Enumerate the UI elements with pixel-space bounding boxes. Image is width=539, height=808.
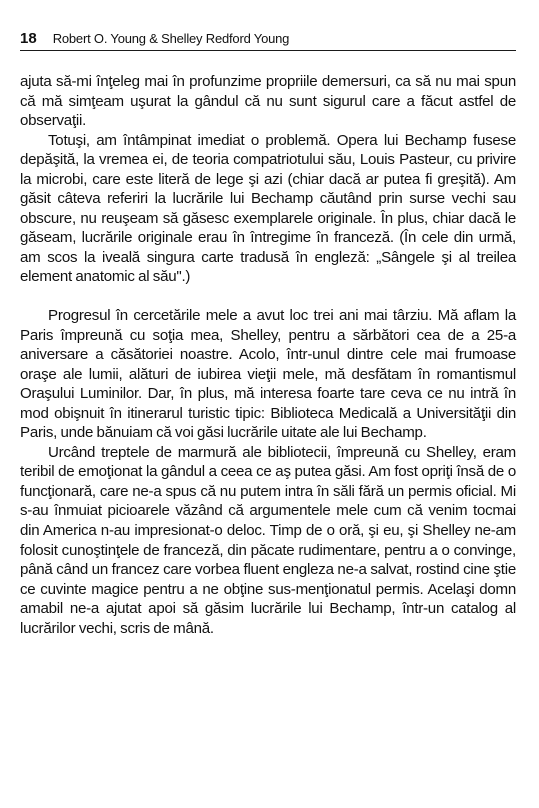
body-text bbox=[20, 72, 516, 638]
paragraph: Totuşi, am întâmpinat imediat o problemă. Opera lui Bechamp fusese depăşită, la vremea ei, de teoria compatriotului său, Louis Pasteur, cu privire la microbi, care este literă de lege şi azi (chiar dacă ar putea fi greşită). Am găsit câteva referiri la lucrările lui Bechamp căutând prin surse vechi sau obscure, nu reuşeam să găsesc exemplarele originale. În plus, chiar dacă le găseam, lucrările originale erau în întregime în franceză. (În cele din urmă, am scos la iveală singura carte tradusă în engleză: „Sângele şi al treilea element anatomic al său".) bbox=[20, 131, 516, 286]
paragraph-continuation: ajuta să-mi înţeleg mai în profunzime propriile demersuri, ca să nu mai spun că mă simţeam uşurat la gândul că nu sunt sigurul care a făcut astfel de observaţii. bbox=[20, 73, 516, 130]
page-number: 18 bbox=[20, 30, 37, 47]
paragraph: Progresul în cercetările mele a avut loc trei ani mai târziu. Mă aflam la Paris împreună cu soţia mea, Shelley, pentru a sărbători cea de a 25-a aniversare a căsătoriei noastre. Acolo, într-unul dintre cele mai frumoase oraşe ale lumii, alături de iubirea vieţii mele, mă desfătam în romantismul Oraşului Luminilor. Dar, în plus, mă interesa foarte tare ceva ce nu intră în mod obişnuit în itinerarul turistic tipic: Biblioteca Medicală a Universităţii din Paris, unde bănuiam că voi găsi lucrările uitate ale lui Bechamp. bbox=[20, 307, 516, 442]
page-header bbox=[20, 28, 516, 51]
running-head: Robert O. Young & Shelley Redford Young bbox=[52, 31, 290, 46]
paragraph: Urcând treptele de marmură ale bibliotecii, împreună cu Shelley, eram teribil de emoţionat la gândul a ceea ce aş putea găsi. Am fost opriţi însă de o funcţionară, care ne-a spus că nu putem intra în săli fără un permis oficial. Mi s-au înmuiat picioarele văzând că argumentele mele cum că venim tocmai din America n-au impresionat-o deloc. Timp de o oră, şi eu, şi Shelley ne-am folosit cunoştinţele de franceză, din păcate rudimentare, pentru a o convinge, până când un francez care vorbea fluent engleza ne-a salvat, rostind cine ştie ce cuvinte magice pentru a ne obţine sus-menţionatul permis. Acelaşi domn amabil ne-a ajutat apoi să găsim lucrările lui Bechamp, într-un catalog al lucrărilor vechi, scris de mână. bbox=[20, 443, 516, 637]
